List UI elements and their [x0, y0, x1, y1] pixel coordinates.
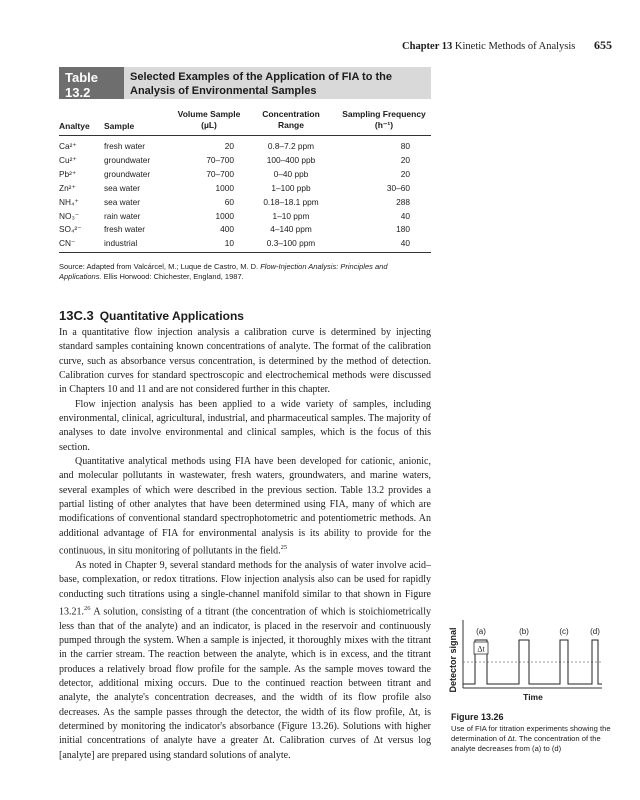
col-header-volume-line2: (µL)	[201, 120, 217, 130]
cell-range: 100–400 ppb	[266, 154, 316, 165]
cell-volume: 1000	[215, 182, 234, 193]
cell-volume: 10	[224, 238, 234, 249]
table-tag: Table 13.2	[59, 67, 124, 99]
table-source-note	[59, 262, 431, 282]
footnote-ref-25: 25	[280, 544, 288, 552]
cell-volume: 60	[224, 196, 234, 207]
cell-analyte: Ca²⁺	[59, 141, 77, 151]
col-header-sample: Sample	[104, 121, 135, 131]
cell-analyte: NO₃⁻	[59, 210, 80, 221]
figure-13-26	[440, 612, 610, 704]
cell-range: 1–10 ppm	[272, 210, 310, 221]
col-header-concentration	[256, 109, 326, 131]
cell-frequency: 40	[400, 238, 410, 249]
paragraph-2: Flow injection analysis has been applied to a wide variety of samples, including environmental, clinical, agricultural, industrial, and pharmaceutical samples. The majority of analyses to date involve environmental and clinical samples, which is the focus of this section.	[59, 398, 431, 453]
section-title: Quantitative Applications	[99, 309, 244, 323]
col-header-volume	[170, 109, 248, 131]
cell-analyte: SO₄²⁻	[59, 224, 82, 235]
paragraph-4-text-b: A solution, consisting of a titrant (the concentration of which is stoichiometrically less than that of the analyte) and an indicator, is placed in the reservoir and continuously pumped through the system. When a sample is injected, it thoroughly mixes with the titrant in the carrier stream. The reaction between the analyte, which is in excess, and the titrant produces a relatively broad flow profile for the sample. As the sample moves toward the detector, additional mixing occurs. Due to the continued reaction between titrant and analyte, the analyte's concentration decreases, and the width of its flow profile also decreases. As the sample passes through the detector, the width of its flow profile, Δt, is determined by monitoring the indicator's absorbance (Figure 13.26). Solutions with higher initial concentrations of analyte have a greater Δt. Calibration curves of Δt versus log [analyte] are prepared using standard solutions of analyte.	[59, 606, 431, 761]
cell-volume: 400	[220, 224, 234, 235]
delta-t-label: Δt	[477, 644, 485, 654]
col-header-freq-line2: (h⁻¹)	[374, 120, 394, 130]
col-header-analyte: Analtye	[59, 121, 90, 131]
col-header-volume-line1: Volume Sample	[177, 109, 241, 119]
table-title-bar	[59, 67, 431, 99]
cell-frequency: 20	[400, 168, 410, 179]
cell-analyte: NH₄⁺	[59, 196, 79, 207]
body-text	[59, 326, 431, 763]
figure-label-b: (b)	[519, 627, 529, 636]
chapter-title: Kinetic Methods of Analysis	[454, 41, 576, 52]
table-bottom-rule	[59, 252, 431, 253]
footnote-ref-26: 26	[84, 604, 91, 612]
source-prefix: Source: Adapted from Valcárcel, M.; Luque de Castro, M. D.	[59, 262, 259, 271]
cell-frequency: 40	[400, 210, 410, 221]
figure-ylabel: Detector signal	[448, 627, 458, 693]
col-header-freq-line1: Sampling Frequency	[342, 109, 426, 119]
cell-analyte: Zn²⁺	[59, 182, 76, 193]
cell-range: 1–100 ppb	[271, 182, 311, 193]
cell-sample: industrial	[104, 238, 138, 249]
cell-range: 4–140 ppm	[270, 224, 312, 235]
cell-analyte: Cu²⁺	[59, 154, 77, 165]
cell-sample: rain water	[104, 210, 141, 221]
cell-range: 0.18–18.1 ppm	[263, 196, 319, 207]
paragraph-3-text: Quantitative analytical methods using FIA have been developed for cationic, anionic, and molecular pollutants in wastewater, fresh waters, groundwaters, and marine waters, several examples of which were described in the previous section. Table 13.2 provides a partial listing of other analytes that have been determined using FIA, many of which are modifications of conventional standard spectrophotometric and potentiometric methods. An additional advantage of FIA for environmental analysis is its ability to provide for the continuous, in situ monitoring of pollutants in the field.	[59, 456, 431, 557]
col-header-conc-line1: Concentration	[262, 109, 320, 119]
cell-volume: 70–700	[206, 154, 234, 165]
cell-sample: fresh water	[104, 224, 146, 235]
cell-range: 0.3–100 ppm	[266, 238, 316, 249]
running-header	[0, 38, 612, 53]
cell-sample: fresh water	[104, 141, 146, 151]
figure-label-d: (d)	[590, 627, 600, 636]
section-number: 13C.3	[59, 308, 94, 323]
table-caption: Selected Examples of the Application of FIA to the Analysis of Environmental Samples	[130, 71, 392, 97]
cell-analyte: Pb²⁺	[59, 168, 77, 179]
figure-caption-title: Figure 13.26	[451, 712, 504, 722]
cell-sample: groundwater	[104, 154, 151, 165]
paragraph-4-text-a: As noted in Chapter 9, several standard methods for the analysis of water involve acid–base, complexation, or redox titrations. Flow injection analysis also can be used for rapidly conducting such titrations using a single-channel manifold similar to that shown in Figure 13.21.	[59, 559, 431, 618]
table-header-rule	[59, 135, 431, 136]
cell-sample: sea water	[104, 182, 140, 193]
col-header-frequency	[336, 109, 432, 131]
paragraph-4	[59, 559, 431, 763]
cell-range: 0–40 ppb	[273, 168, 309, 179]
cell-frequency: 180	[396, 224, 410, 235]
figure-xlabel: Time	[523, 692, 543, 702]
cell-frequency: 20	[400, 154, 410, 165]
col-header-conc-line2: Range	[278, 120, 304, 130]
cell-volume: 1000	[215, 210, 234, 221]
figure-label-a: (a)	[476, 627, 486, 636]
cell-sample: sea water	[104, 196, 140, 207]
cell-frequency: 80	[400, 141, 410, 151]
page-number: 655	[594, 38, 612, 52]
cell-analyte: CN⁻	[59, 238, 76, 249]
figure-caption: Use of FIA for titration experiments showing the determination of Δt. The concentration of the analyte decreases from (a) to (d)	[451, 724, 611, 753]
cell-sample: groundwater	[104, 168, 151, 179]
cell-volume: 70–700	[206, 168, 234, 179]
paragraph-1: In a quantitative flow injection analysis a calibration curve is determined by injecting standard samples containing known concentrations of analyte. The format of the calibration curve, such as absorbance versus concentration, is determined by the method of detection. Calibration curves for standard spectroscopic and electrochemical methods were discussed in Chapters 10 and 11 and are not considered further in this chapter.	[59, 327, 431, 396]
cell-volume: 20	[224, 141, 234, 151]
section-heading	[59, 308, 244, 323]
cell-frequency: 30–60	[386, 182, 410, 193]
paragraph-3	[59, 455, 431, 559]
source-suffix: Ellis Horwood: Chichester, England, 1987.	[103, 272, 244, 281]
chapter-label: Chapter 13	[402, 41, 453, 52]
figure-label-c: (c)	[559, 627, 569, 636]
cell-frequency: 288	[396, 196, 410, 207]
source-title: Flow-Injection Analysis: Principles and Applications.	[59, 262, 388, 281]
cell-range: 0.8–7.2 ppm	[267, 141, 315, 151]
